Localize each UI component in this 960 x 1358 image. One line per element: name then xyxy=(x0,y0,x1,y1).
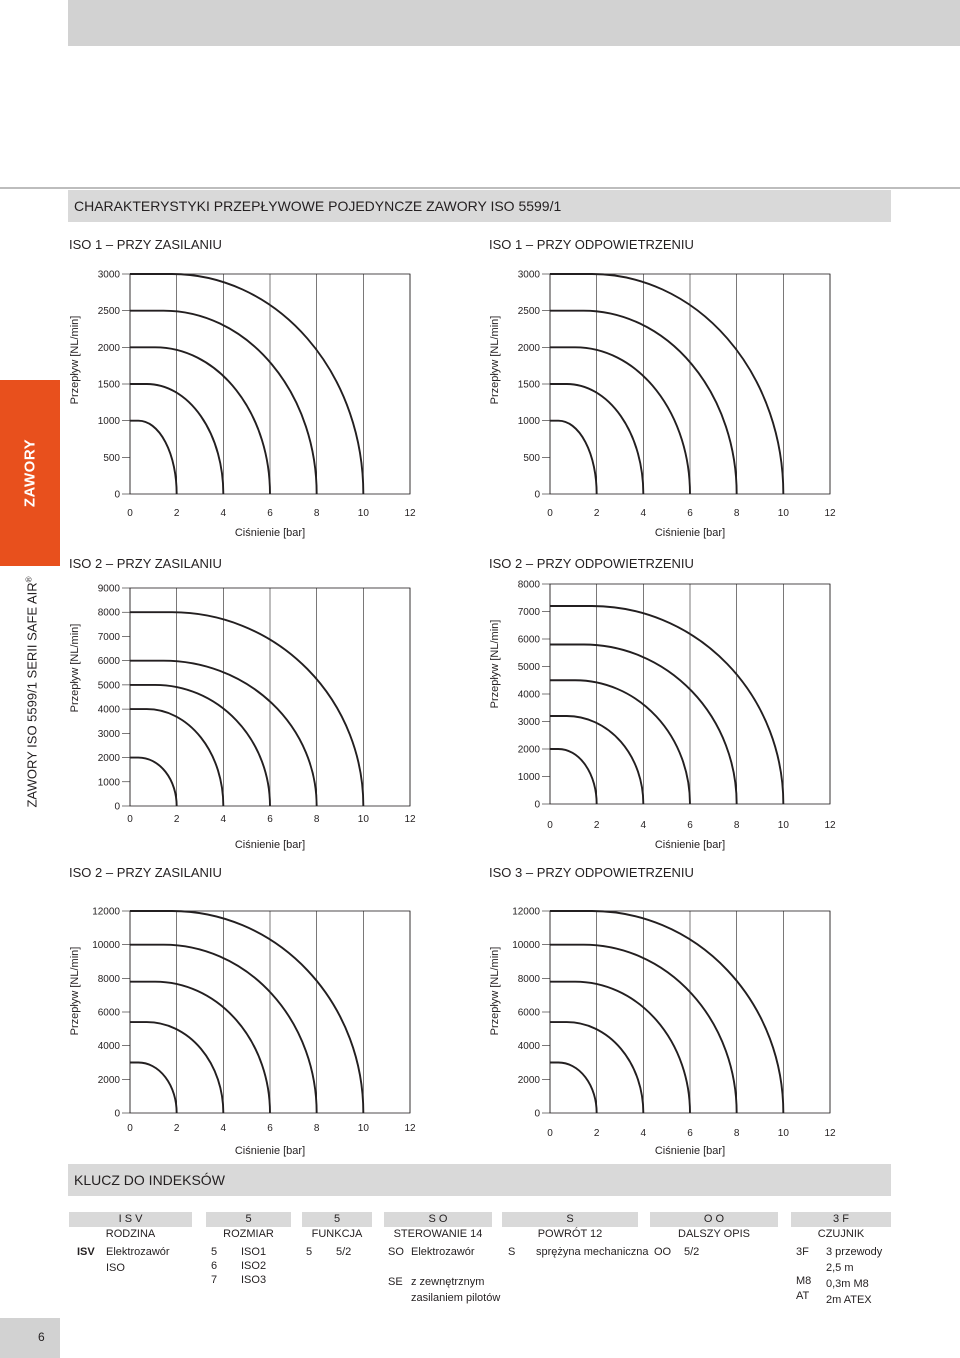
x-tick-label: 6 xyxy=(267,814,273,825)
x-axis-label: Ciśnienie [bar] xyxy=(234,1145,306,1157)
x-tick-label: 8 xyxy=(733,508,740,519)
key-name: FUNKCJA xyxy=(311,1228,363,1240)
key-name: STEROWANIE 14 xyxy=(393,1228,483,1240)
y-tick-label: 6000 xyxy=(97,1007,120,1019)
flow-chart-iso1-supply xyxy=(60,260,440,545)
x-axis-label: Ciśnienie [bar] xyxy=(654,1145,726,1157)
x-tick-label: 10 xyxy=(777,1128,789,1139)
x-tick-label: 6 xyxy=(267,1123,273,1134)
y-tick-label: 4000 xyxy=(517,1041,540,1053)
y-tick-label: 2000 xyxy=(517,342,540,354)
flow-curve xyxy=(130,758,177,806)
x-tick-label: 0 xyxy=(127,814,133,825)
y-tick-label: 2000 xyxy=(97,342,120,354)
y-tick-label: 8000 xyxy=(517,973,540,985)
x-tick-label: 6 xyxy=(687,508,693,519)
key-entry-code: SO xyxy=(388,1246,404,1258)
y-tick-label: 6000 xyxy=(97,656,120,668)
key-name: DALSZY OPIS xyxy=(678,1228,750,1240)
y-tick-label: 6000 xyxy=(517,1007,540,1019)
flow-curve xyxy=(550,421,597,494)
x-tick-label: 2 xyxy=(173,508,180,519)
y-tick-label: 10000 xyxy=(512,940,540,952)
x-axis-label: Ciśnienie [bar] xyxy=(654,839,726,851)
y-tick-label: 0 xyxy=(114,1108,120,1120)
flow-chart-iso2-supply xyxy=(60,578,440,850)
key-title: KLUCZ DO INDEKSÓW xyxy=(68,1164,891,1196)
flow-curve xyxy=(130,421,177,494)
key-entry-text: sprężyna mechaniczna xyxy=(536,1246,649,1258)
y-tick-label: 2000 xyxy=(517,1074,540,1086)
key-column-function xyxy=(302,1212,372,1241)
page-number: 6 xyxy=(38,1330,45,1344)
flow-curve xyxy=(130,612,363,806)
y-axis-label: Przepływ [NL/min] xyxy=(489,946,501,1036)
x-axis-label: Ciśnienie [bar] xyxy=(234,527,306,539)
y-tick-label: 8000 xyxy=(97,607,120,619)
y-tick-label: 8000 xyxy=(97,973,120,985)
y-tick-label: 500 xyxy=(103,452,120,464)
x-tick-label: 10 xyxy=(357,508,369,519)
key-entry-code: S xyxy=(508,1246,516,1258)
key-entry-text: 3 przewody xyxy=(826,1246,883,1258)
registered-mark: ® xyxy=(24,576,34,583)
y-tick-label: 10000 xyxy=(92,940,120,952)
chart-title: ISO 2 – PRZY ZASILANIU xyxy=(69,556,222,571)
key-entry-code: SE xyxy=(388,1276,403,1288)
chart-title: ISO 3 – PRZY ODPOWIETRZENIU xyxy=(489,865,694,880)
y-axis-label: Przepływ [NL/min] xyxy=(69,315,81,405)
key-entry-code: M8 xyxy=(796,1275,812,1287)
y-axis-label: Przepływ [NL/min] xyxy=(69,946,81,1036)
x-tick-label: 10 xyxy=(777,508,789,519)
flow-curve xyxy=(550,1063,597,1114)
key-entry-text: zasilaniem pilotów xyxy=(411,1292,501,1304)
key-code: 5 xyxy=(302,1212,372,1227)
y-tick-label: 3000 xyxy=(517,269,540,281)
x-tick-label: 4 xyxy=(220,508,227,519)
side-series-text: ZAWORY ISO 5599/1 SERII SAFE AIR xyxy=(24,582,40,808)
side-series-label xyxy=(24,576,39,807)
key-name: CZUJNIK xyxy=(817,1228,865,1240)
side-category-label: ZAWORY xyxy=(21,438,39,508)
key-entry-code: 7 xyxy=(211,1274,218,1286)
y-tick-label: 12000 xyxy=(92,906,120,918)
y-tick-label: 1500 xyxy=(97,379,120,391)
top-header-band xyxy=(68,0,960,46)
y-tick-label: 0 xyxy=(114,489,120,501)
key-column-control xyxy=(384,1212,492,1241)
y-tick-label: 8000 xyxy=(517,579,540,591)
y-tick-label: 4000 xyxy=(517,689,540,701)
flow-curve xyxy=(550,274,783,494)
y-tick-label: 2000 xyxy=(97,1074,120,1086)
key-entry-text: ISO1 xyxy=(241,1246,267,1258)
x-tick-label: 4 xyxy=(220,1123,227,1134)
x-tick-label: 4 xyxy=(640,820,647,831)
x-tick-label: 2 xyxy=(173,814,180,825)
key-code: 5 xyxy=(206,1212,291,1227)
flow-curve xyxy=(130,274,363,494)
chart-title: ISO 1 – PRZY ODPOWIETRZENIU xyxy=(489,237,694,252)
y-tick-label: 9000 xyxy=(97,583,120,595)
x-tick-label: 0 xyxy=(127,508,133,519)
y-tick-label: 2500 xyxy=(517,306,540,318)
x-tick-label: 4 xyxy=(640,508,647,519)
key-name: ROZMIAR xyxy=(223,1228,274,1240)
flow-chart-iso1-exhaust xyxy=(480,260,860,545)
x-tick-label: 0 xyxy=(127,1123,133,1134)
flow-curve xyxy=(550,911,783,1113)
y-tick-label: 5000 xyxy=(517,662,540,673)
key-entry-code: AT xyxy=(796,1290,810,1302)
key-entry-code: ISV xyxy=(77,1246,95,1258)
y-tick-label: 500 xyxy=(523,452,540,464)
flow-curve xyxy=(550,749,597,804)
x-tick-label: 8 xyxy=(733,820,740,831)
y-tick-label: 4000 xyxy=(97,1041,120,1053)
y-tick-label: 7000 xyxy=(97,631,120,643)
x-tick-label: 12 xyxy=(404,508,416,519)
key-entry-code: 6 xyxy=(211,1260,218,1272)
x-tick-label: 2 xyxy=(593,1128,600,1139)
key-entry-text: ISO2 xyxy=(241,1260,267,1272)
chart-title: ISO 2 – PRZY ZASILANIU xyxy=(69,865,222,880)
x-tick-label: 6 xyxy=(687,820,693,831)
y-tick-label: 4000 xyxy=(97,704,120,716)
y-tick-label: 0 xyxy=(534,1108,540,1120)
y-axis-label: Przepływ [NL/min] xyxy=(489,315,501,405)
y-tick-label: 7000 xyxy=(517,607,540,618)
key-entry-code: OO xyxy=(654,1246,672,1258)
x-axis-label: Ciśnienie [bar] xyxy=(234,839,306,851)
x-tick-label: 8 xyxy=(733,1128,740,1139)
flow-chart-iso2-supply-b xyxy=(60,900,440,1158)
key-entry-text: 2m ATEX xyxy=(826,1294,872,1306)
key-code: I S V xyxy=(69,1212,192,1227)
x-tick-label: 8 xyxy=(313,1123,320,1134)
key-code: S xyxy=(502,1212,638,1227)
key-entry-text: Elektrozawór xyxy=(411,1246,475,1258)
key-column-sensor xyxy=(791,1212,891,1241)
key-entry-code: 5 xyxy=(306,1246,313,1258)
chart-title: ISO 1 – PRZY ZASILANIU xyxy=(69,237,222,252)
y-tick-label: 2000 xyxy=(97,753,120,765)
y-tick-label: 1000 xyxy=(97,777,120,789)
flow-curve xyxy=(130,1063,177,1114)
top-divider xyxy=(0,187,960,189)
flow-curve xyxy=(130,347,270,494)
page-number-box xyxy=(0,1318,60,1358)
y-tick-label: 1500 xyxy=(517,379,540,391)
y-tick-label: 3000 xyxy=(97,269,120,281)
key-code: 3 F xyxy=(791,1212,891,1227)
x-tick-label: 6 xyxy=(267,508,273,519)
x-tick-label: 8 xyxy=(313,814,320,825)
y-tick-label: 1000 xyxy=(517,416,540,428)
key-entry-text: z zewnętrznym xyxy=(411,1276,485,1288)
y-tick-label: 2000 xyxy=(517,744,540,756)
y-tick-label: 3000 xyxy=(97,728,120,740)
key-entry-code: 5 xyxy=(211,1246,218,1258)
y-tick-label: 1000 xyxy=(97,416,120,428)
x-tick-label: 2 xyxy=(593,508,600,519)
key-entry-text: 5/2 xyxy=(336,1246,352,1258)
x-tick-label: 4 xyxy=(220,814,227,825)
x-tick-label: 12 xyxy=(404,1123,416,1134)
y-tick-label: 0 xyxy=(534,799,540,811)
y-axis-label: Przepływ [NL/min] xyxy=(489,619,501,709)
key-entry-text: 2,5 m xyxy=(826,1262,854,1274)
key-name: POWRÓT 12 xyxy=(537,1228,603,1240)
x-tick-label: 4 xyxy=(640,1128,647,1139)
x-tick-label: 2 xyxy=(593,820,600,831)
key-name: RODZINA xyxy=(105,1228,156,1240)
x-tick-label: 6 xyxy=(687,1128,693,1139)
x-axis-label: Ciśnienie [bar] xyxy=(654,527,726,539)
flow-curve xyxy=(130,685,270,806)
x-tick-label: 8 xyxy=(313,508,320,519)
key-entry-text: 0,3m M8 xyxy=(826,1278,869,1290)
y-tick-label: 6000 xyxy=(517,634,540,646)
flow-curve xyxy=(130,911,363,1113)
y-tick-label: 5000 xyxy=(97,680,120,692)
y-tick-label: 3000 xyxy=(517,717,540,728)
key-column-return xyxy=(502,1212,638,1241)
y-tick-label: 1000 xyxy=(517,772,540,783)
x-tick-label: 10 xyxy=(357,1123,369,1134)
x-tick-label: 0 xyxy=(547,1128,553,1139)
x-tick-label: 10 xyxy=(357,814,369,825)
flow-chart-iso2-exhaust xyxy=(480,575,860,855)
y-tick-label: 12000 xyxy=(512,906,540,918)
key-entry-text: Elektrozawór xyxy=(106,1246,170,1258)
key-code: S O xyxy=(384,1212,492,1227)
key-column-size xyxy=(206,1212,291,1241)
x-tick-label: 12 xyxy=(404,814,416,825)
x-tick-label: 12 xyxy=(824,1128,836,1139)
x-tick-label: 0 xyxy=(547,508,553,519)
x-tick-label: 2 xyxy=(173,1123,180,1134)
section-title: CHARAKTERYSTYKI PRZEPŁYWOWE POJEDYNCZE ZAWORY ISO 5599/1 xyxy=(68,190,891,222)
y-axis-label: Przepływ [NL/min] xyxy=(69,623,81,713)
key-entry-text: 5/2 xyxy=(684,1246,700,1258)
key-entry-text: ISO3 xyxy=(241,1274,267,1286)
y-tick-label: 0 xyxy=(534,489,540,501)
flow-curve xyxy=(550,606,783,804)
y-tick-label: 2500 xyxy=(97,306,120,318)
y-tick-label: 0 xyxy=(114,801,120,813)
x-tick-label: 12 xyxy=(824,820,836,831)
x-tick-label: 10 xyxy=(777,820,789,831)
key-entry-code: 3F xyxy=(796,1246,809,1258)
key-column-family xyxy=(69,1212,192,1241)
key-column-description xyxy=(650,1212,778,1241)
flow-chart-iso3-exhaust xyxy=(480,900,860,1158)
flow-curve xyxy=(550,347,690,494)
x-tick-label: 0 xyxy=(547,820,553,831)
key-entry-text: ISO xyxy=(106,1262,125,1274)
key-code: O O xyxy=(650,1212,778,1227)
x-tick-label: 12 xyxy=(824,508,836,519)
chart-title: ISO 2 – PRZY ODPOWIETRZENIU xyxy=(489,556,694,571)
